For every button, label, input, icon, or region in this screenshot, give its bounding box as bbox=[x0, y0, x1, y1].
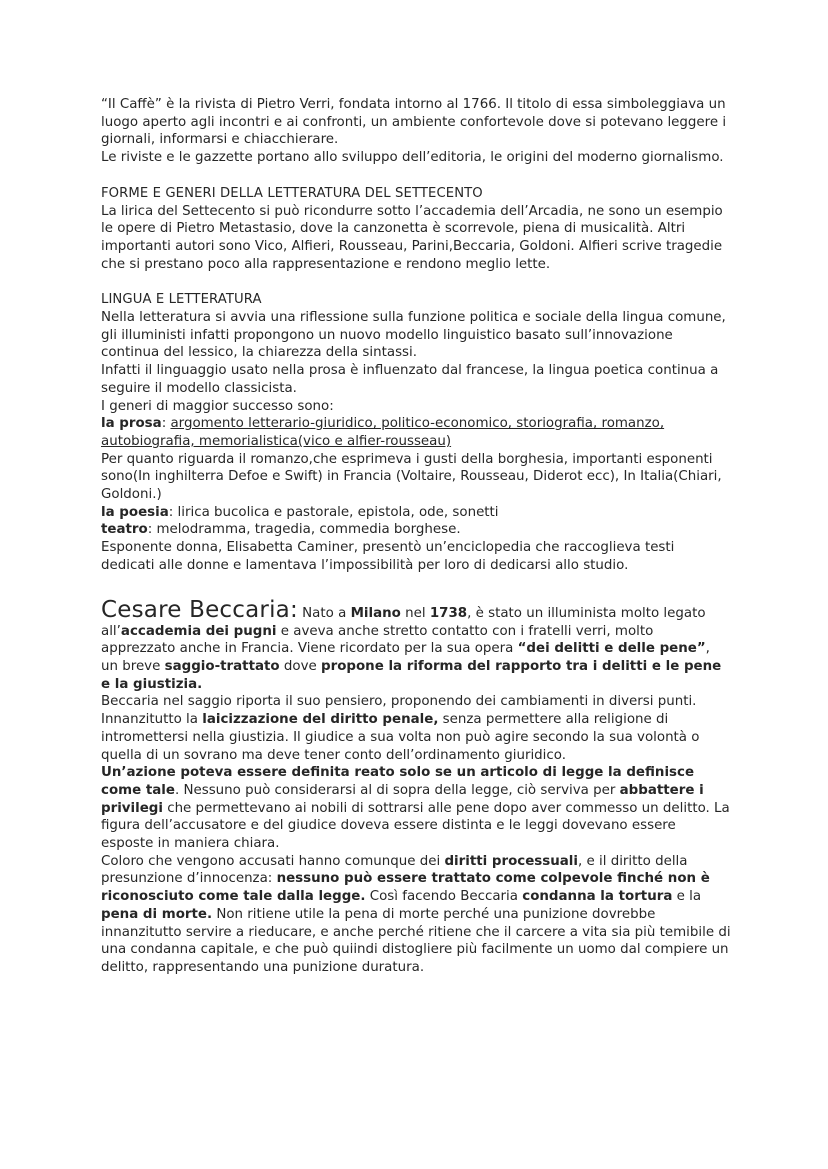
paragraph-prosa: la prosa: argomento letterario-giuridico, politico-economico, storiografia, romanzo, autobiografia, memorialistica(vico e alfier-rousseau) bbox=[101, 416, 665, 449]
heading-lingua-letteratura: LINGUA E LETTERATURA bbox=[101, 292, 262, 308]
beccaria-paragraph-laicizzazione: Beccaria nel saggio riporta il suo pensiero, proponendo dei cambiamenti in diversi punti. Innanzitutto la laicizzazione del diritto penale, senza permettere alla religione di intromettersi nella giustizia. Il giudice a sua volta non può agire secondo la sua volontà o quella di un sovrano ma deve tener conto dell’ordinamento giuridico. bbox=[101, 694, 700, 763]
beccaria-title: Cesare Beccaria: bbox=[101, 596, 298, 623]
beccaria-intro-paragraph: Cesare Beccaria: Nato a Milano nel 1738, è stato un illuminista molto legato all’accademia dei pugni e aveva anche stretto contatto con i fratelli verri, molto apprezzato anche in Francia. Viene ricordato per la sua opera “dei delitti e delle pene”, un breve saggio-trattato dove propone la riforma del rapporto tra i delitti e le pene e la giustizia. bbox=[101, 596, 722, 692]
paragraph-generi: I generi di maggior successo sono: bbox=[101, 398, 334, 414]
paragraph-caminer: Esponente donna, Elisabetta Caminer, presentò un’enciclopedia che raccoglieva testi dedicati alle donne e lamentava l’impossibilità per loro di dedicarsi allo studio. bbox=[101, 540, 675, 573]
prosa-genres: argomento letterario-giuridico, politico-economico, storiografia, romanzo, autobiografia, memorialistica(vico e alfier-rousseau) bbox=[101, 416, 665, 449]
paragraph-lirica: La lirica del Settecento si può ricondurre sotto l’accademia dell’Arcadia, ne sono un esempio le opere di Pietro Metastasio, dove la canzonetta è scorrevole, piena di musicalità. Altri importanti autori sono Vico, Alfieri, Rousseau, Parini,Beccaria, Goldoni. Alfieri scrive tragedie che si prestano poco alla rappresentazione e rendono meglio lette. bbox=[101, 203, 723, 272]
paragraph-riflessione: Nella letteratura si avvia una riflessione sulla funzione politica e sociale della lingua comune, gli illuministi infatti propongono un nuovo modello linguistico basato sull’innovazione continua del lessico, la chiarezza della sintassi. bbox=[101, 310, 726, 361]
intro-paragraph-riviste: Le riviste e le gazzette portano allo sviluppo dell’editoria, le origini del moderno giornalismo. bbox=[101, 150, 724, 166]
teatro-genres: melodramma, tragedia, commedia borghese. bbox=[156, 522, 461, 538]
paragraph-poesia: la poesia: lirica bucolica e pastorale, epistola, ode, sonetti bbox=[101, 504, 499, 520]
intro-paragraph-caffe: “Il Caffè” è la rivista di Pietro Verri, fondata intorno al 1766. Il titolo di essa simboleggiava un luogo aperto agli incontri e ai confronti, un ambiente confortevole dove si potevano leggere i giornali, informarsi e chiacchierare. bbox=[101, 97, 727, 148]
paragraph-teatro: teatro: melodramma, tragedia, commedia borghese. bbox=[101, 522, 461, 538]
prosa-label: la prosa bbox=[101, 416, 162, 432]
teatro-label: teatro bbox=[101, 522, 148, 538]
beccaria-paragraph-reato: Un’azione poteva essere definita reato solo se un articolo di legge la definisce come tale. Nessuno può considerarsi al di sopra della legge, ciò serviva per abbattere i privilegi che permettevano ai nobili di sottrarsi alle pene dopo aver commesso un delitto. La figura dell’accusatore e del giudice doveva essere distinta e le leggi dovevano essere esposte in maniera chiara. bbox=[101, 765, 730, 852]
paragraph-linguaggio: Infatti il linguaggio usato nella prosa è influenzato dal francese, la lingua poetica continua a seguire il modello classicista. bbox=[101, 363, 719, 396]
document-page bbox=[101, 96, 731, 977]
paragraph-romanzo: Per quanto riguarda il romanzo,che esprimeva i gusti della borghesia, importanti esponenti sono(In inghilterra Defoe e Swift) in Francia (Voltaire, Rousseau, Diderot ecc), In Italia(Chiari, Goldoni.) bbox=[101, 451, 722, 503]
poesia-label: la poesia bbox=[101, 504, 169, 520]
poesia-genres: lirica bucolica e pastorale, epistola, ode, sonetti bbox=[177, 504, 499, 520]
beccaria-paragraph-diritti: Coloro che vengono accusati hanno comunque dei diritti processuali, e il diritto della presunzione d’innocenza: nessuno può essere trattato come colpevole finché non è riconosciuto come tale dalla legge. Così facendo Beccaria condanna la tortura e la pena di morte. Non ritiene utile la pena di morte perché una punizione dovrebbe innanzitutto servire a rieducare, e anche perché ritiene che il carcere a vita sia più temibile di una condanna capitale, e che può quiindi distogliere più facilmente un uomo dal compiere un delitto, rappresentando una punizione duratura. bbox=[101, 853, 731, 975]
heading-forme-generi: FORME E GENERI DELLA LETTERATURA DEL SETTECENTO bbox=[101, 185, 483, 201]
